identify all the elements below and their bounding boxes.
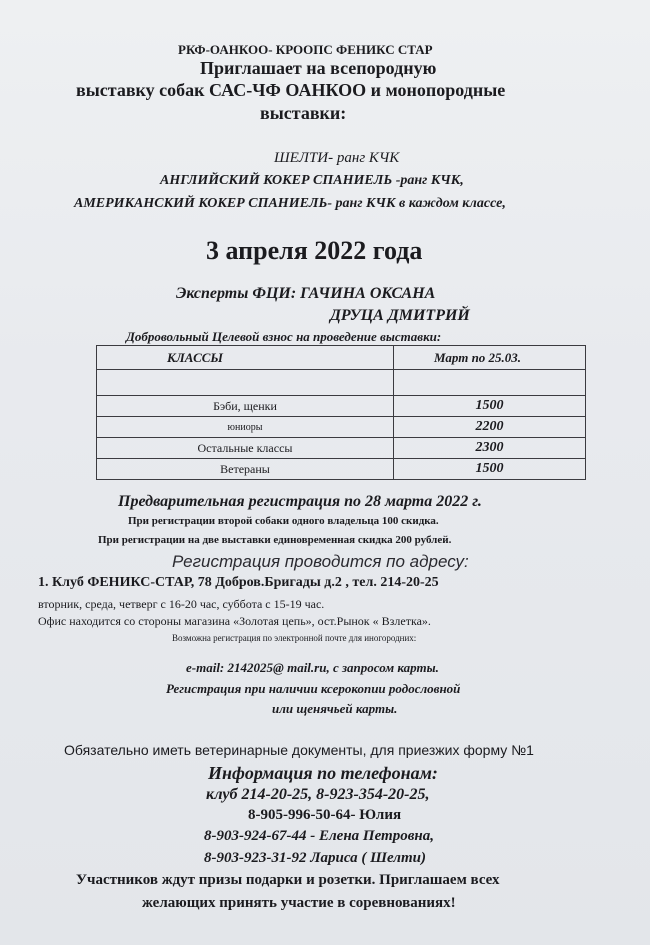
- table-row: [97, 438, 586, 459]
- email-line: e-mail: 2142025@ mail.ru, с запросом карты.: [186, 660, 439, 675]
- breed-line-3: АМЕРИКАНСКИЙ КОКЕР СПАНИЕЛЬ- ранг КЧК в каждом классе,: [74, 196, 506, 211]
- email-note: Возможна регистрация по электронной почте для иногородних:: [172, 633, 417, 643]
- copy-line-1: Регистрация при наличии ксерокопии родословной: [166, 681, 461, 696]
- office-line: Офис находится со стороны магазина «Золотая цепь», ост.Рынок « Взлетка».: [38, 614, 431, 628]
- col-header-classes: КЛАССЫ: [97, 346, 394, 370]
- fee-title: Добровольный Целевой взнос на проведение выставки:: [126, 329, 442, 344]
- fee-table: [96, 345, 586, 480]
- discount-line-2: При регистрации на две выставки единовременная скидка 200 рублей.: [98, 534, 452, 546]
- phone-line-2: 8-905-996-50-64- Юлия: [248, 807, 402, 823]
- class-cell: Бэби, щенки: [97, 396, 394, 417]
- invite-line-2: выставку собак САС-ЧФ ОАНКОО и монопородные: [76, 80, 506, 100]
- closing-line-1: Участников ждут призы подарки и розетки. Приглашаем всех: [76, 872, 500, 888]
- price-cell: 2200: [394, 417, 586, 438]
- experts-line: Эксперты ФЦИ: ГАЧИНА ОКСАНА: [176, 285, 436, 302]
- table-row: [97, 396, 586, 417]
- table-row: [97, 459, 586, 480]
- breed-line-1: ШЕЛТИ- ранг КЧК: [274, 150, 400, 166]
- price-cell: 1500: [394, 459, 586, 480]
- phones-title: Информация по телефонам:: [208, 763, 438, 783]
- class-cell: юниоры: [97, 417, 394, 438]
- phone-line-4: 8-903-923-31-92 Лариса ( Шелти): [204, 850, 427, 866]
- org-line: РКФ-ОАНКОО- КРООПС ФЕНИКС СТАР: [178, 42, 433, 57]
- discount-line-1: При регистрации второй собаки одного владельца 100 скидка.: [128, 515, 439, 527]
- hours-line: вторник, среда, четверг с 16-20 час, суббота с 15-19 час.: [38, 597, 325, 611]
- price-cell: 1500: [394, 396, 586, 417]
- vet-note: Обязательно иметь ветеринарные документы, для приезжих форму №1: [64, 742, 534, 758]
- table-spacer-cell: [394, 370, 586, 396]
- class-cell: Остальные классы: [97, 438, 394, 459]
- address-title: Регистрация проводится по адресу:: [172, 552, 469, 571]
- table-header-row: [97, 346, 586, 370]
- phone-line-3: 8-903-924-67-44 - Елена Петровна,: [204, 828, 434, 844]
- copy-line-2: или щенячьей карты.: [272, 701, 398, 716]
- price-cell: 2300: [394, 438, 586, 459]
- invite-line-3: выставки:: [260, 103, 347, 123]
- table-row: [97, 417, 586, 438]
- expert-2: ДРУЦА ДМИТРИЙ: [330, 307, 470, 324]
- table-spacer-row: [97, 370, 586, 396]
- club-line: 1. Клуб ФЕНИКС-СТАР, 78 Добров.Бригады д.2 , тел. 214-20-25: [38, 575, 439, 590]
- class-cell: Ветераны: [97, 459, 394, 480]
- invite-line-1: Приглашает на всепородную: [200, 58, 437, 78]
- phone-line-1: клуб 214-20-25, 8-923-354-20-25,: [206, 786, 430, 803]
- prelim-registration: Предварительная регистрация по 28 марта 2022 г.: [118, 493, 482, 510]
- breed-line-2: АНГЛИЙСКИЙ КОКЕР СПАНИЕЛЬ -ранг КЧК,: [160, 173, 464, 188]
- event-date: 3 апреля 2022 года: [206, 236, 423, 265]
- closing-line-2: желающих принять участие в соревнованиях!: [142, 895, 456, 911]
- table-spacer-cell: [97, 370, 394, 396]
- col-header-march: Март по 25.03.: [394, 346, 586, 370]
